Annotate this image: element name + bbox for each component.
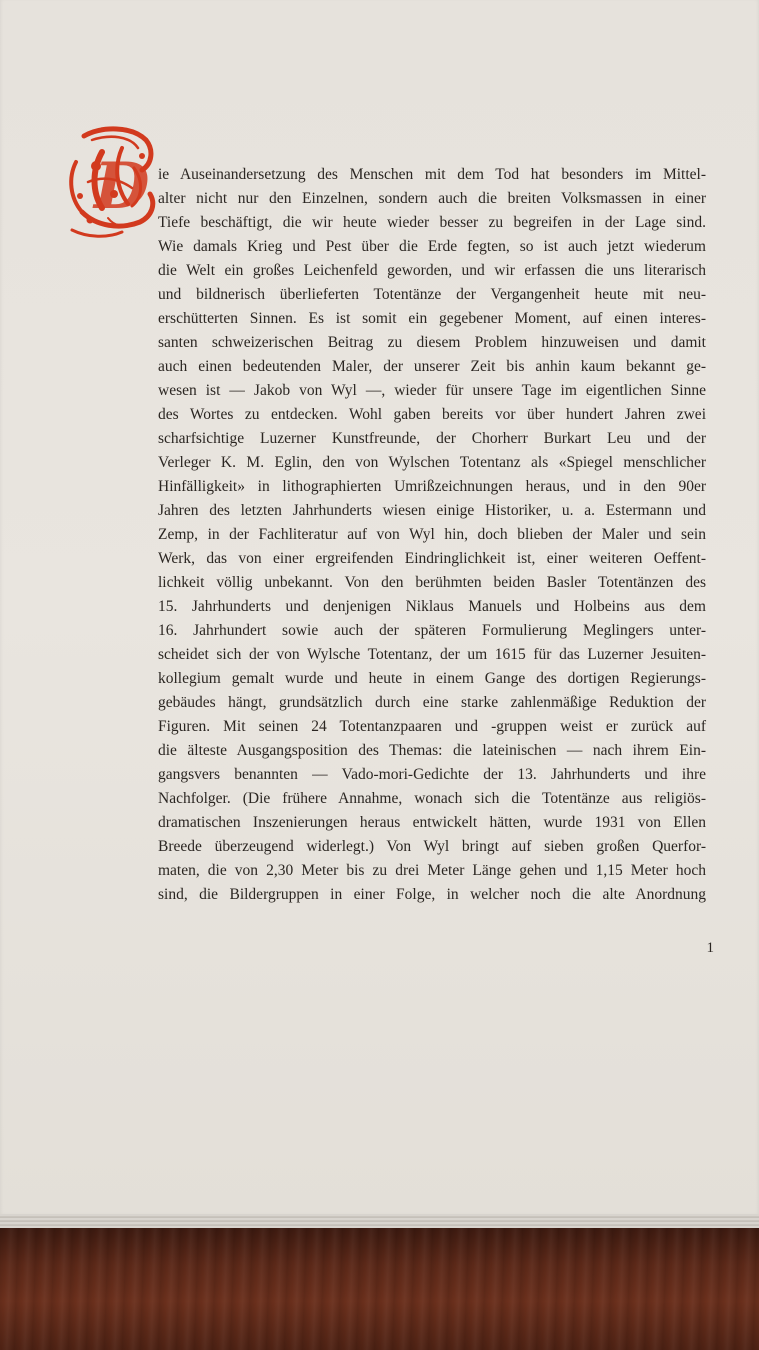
text-line: und bildnerisch überlieferten Totentänze der Vergangenheit heute mit neu- [158, 286, 706, 303]
text-line: erschütterten Sinnen. Es ist somit ein gegebener Moment, auf einen interes- [158, 310, 706, 327]
text-line: Breede überzeugend widerlegt.) Von Wyl bringt auf sieben großen Querfor- [158, 838, 706, 855]
text-line: scharfsichtige Luzerner Kunstfreunde, der Chorherr Burkart Leu und der [158, 430, 706, 447]
text-line: gebäudes hängt, grundsätzlich durch eine starke zahlenmäßige Reduktion der [158, 694, 706, 711]
text-line: sind, die Bildergruppen in einer Folge, in welcher noch die alte Anordnung [158, 886, 706, 903]
text-line: Wie damals Krieg und Pest über die Erde fegten, so ist auch jetzt wiederum [158, 238, 706, 255]
text-line: Nachfolger. (Die frühere Annahme, wonach sich die Totentänze aus religiös- [158, 790, 706, 807]
text-line: dramatischen Inszenierungen heraus entwickelt hätten, wurde 1931 von Ellen [158, 814, 706, 831]
text-line: des Wortes zu entdecken. Wohl gaben bereits vor über hundert Jahren zwei [158, 406, 706, 423]
text-line: 16. Jahrhundert sowie auch der späteren Formulierung Meglingers unter- [158, 622, 706, 639]
text-line: Verleger K. M. Eglin, den von Wylschen Totentanz als «Spiegel menschlicher [158, 454, 706, 471]
text-line: wesen ist — Jakob von Wyl —, wieder für unsere Tage im eigentlichen Sinne [158, 382, 706, 399]
text-line: 15. Jahrhunderts und denjenigen Niklaus Manuels und Holbeins aus dem [158, 598, 706, 615]
text-line: Tiefe beschäftigt, die wir heute wieder besser zu begreifen in der Lage sind. [158, 214, 706, 231]
text-line: maten, die von 2,30 Meter bis zu drei Meter Länge gehen und 1,15 Meter hoch [158, 862, 706, 879]
text-line: auch einen bedeutenden Maler, der unserer Zeit bis anhin kaum bekannt ge- [158, 358, 706, 375]
page-number: 1 [706, 940, 714, 956]
text-line: santen schweizerischen Beitrag zu diesem Problem hinzuweisen und damit [158, 334, 706, 351]
text-line: Werk, das von einer ergreifenden Eindringlichkeit ist, einer weiteren Oeffent- [158, 550, 706, 567]
text-line: gangsvers benannten — Vado-mori-Gedichte der 13. Jahrhunderts und ihre [158, 766, 706, 783]
text-line: die älteste Ausgangsposition des Themas: die lateinischen — nach ihrem Ein- [158, 742, 706, 759]
text-line: ie Auseinandersetzung des Menschen mit dem Tod hat besonders im Mittel- [158, 166, 706, 183]
text-line: alter nicht nur den Einzelnen, sondern auch die breiten Volksmassen in einer [158, 190, 706, 207]
text-line: die Welt ein großes Leichenfeld geworden, und wir erfassen die uns literarisch [158, 262, 706, 279]
wooden-table-surface [0, 1228, 759, 1350]
text-line: scheidet sich der von Wylsche Totentanz, der um 1615 für das Luzerner Jesuiten- [158, 646, 706, 663]
text-line: Jahren des letzten Jahrhunderts wiesen einige Historiker, u. a. Estermann und [158, 502, 706, 519]
text-line: lichkeit völlig unbekannt. Von den berühmten beiden Basler Totentänzen des [158, 574, 706, 591]
text-line: kollegium gemalt wurde und heute in einem Gange des dortigen Regierungs- [158, 670, 706, 687]
initial-letter-glyph: D [94, 149, 150, 224]
text-line: Zemp, in der Fachliteratur auf von Wyl hin, doch blieben der Maler und sein [158, 526, 706, 543]
text-line: Figuren. Mit seinen 24 Totentanzpaaren und -gruppen weist er zurück auf [158, 718, 706, 735]
text-line: Hinfälligkeit» in lithographierten Umrißzeichnungen heraus, und in den 90er [158, 478, 706, 495]
